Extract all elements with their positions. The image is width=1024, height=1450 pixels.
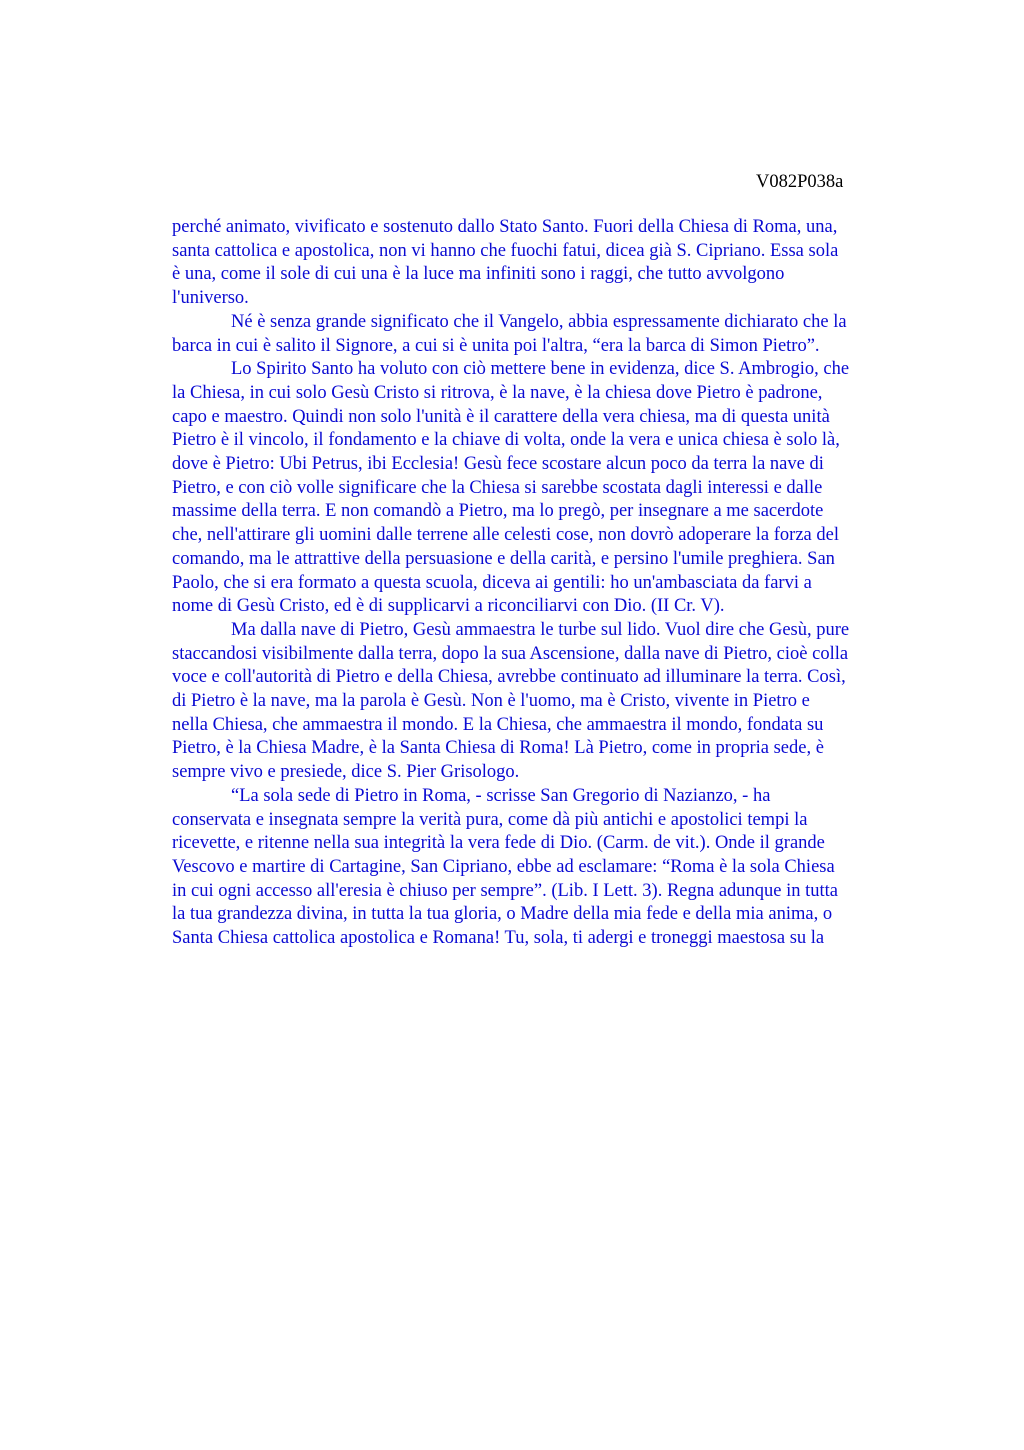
text-line: barca in cui è salito il Signore, a cui si è unita poi l'altra, “era la barca di Simon Pietro”. [172, 335, 820, 356]
text-line: nome di Gesù Cristo, ed è di supplicarvi a riconciliarvi con Dio. (II Cr. V). [172, 596, 725, 617]
text-line: è una, come il sole di cui una è la luce ma infiniti sono i raggi, che tutto avvolgono [172, 264, 785, 285]
text-line: capo e maestro. Quindi non solo l'unità è il carattere della vera chiesa, ma di questa unità [172, 406, 830, 427]
text-line: dove è Pietro: Ubi Petrus, ibi Ecclesia! Gesù fece scostare alcun poco da terra la nave di [172, 454, 824, 475]
paragraph-5 [172, 785, 942, 951]
body-text [172, 216, 942, 951]
text-line: nella Chiesa, che ammaestra il mondo. E la Chiesa, che ammaestra il mondo, fondata su [172, 714, 824, 735]
text-line: voce e coll'autorità di Pietro e della Chiesa, avrebbe continuato ad illuminare la terra. Così, [172, 667, 846, 688]
text-line: massime della terra. E non comandò a Pietro, ma lo pregò, per insegnare a me sacerdote [172, 501, 824, 522]
text-line: Vescovo e martire di Cartagine, San Cipriano, ebbe ad esclamare: “Roma è la sola Chiesa [172, 856, 835, 877]
text-line: la Chiesa, in cui solo Gesù Cristo si ritrova, è la nave, è la chiesa dove Pietro è padrone, [172, 382, 823, 403]
text-line: perché animato, vivificato e sostenuto dallo Stato Santo. Fuori della Chiesa di Roma, una, [172, 217, 838, 237]
text-line: ricevette, e ritenne nella sua integrità la vera fede di Dio. (Carm. de vit.). Onde il grande [172, 833, 825, 854]
paragraph-3 [172, 358, 942, 619]
text-line: che, nell'attirare gli uomini dalle terrene alle celesti cose, non dovrò adoperare la forza del [172, 525, 839, 546]
text-line: Pietro, è la Chiesa Madre, è la Santa Chiesa di Roma! Là Pietro, come in propria sede, è [172, 738, 824, 759]
text-line: Pietro è il vincolo, il fondamento e la chiave di volta, onde la vera e unica chiesa è solo là, [172, 430, 840, 451]
text-line: Paolo, che si era formato a questa scuola, diceva ai gentili: ho un'ambasciata da farvi a [172, 572, 812, 593]
page-identifier: V082P038a [756, 172, 844, 192]
paragraph-2 [172, 311, 942, 358]
text-line: “La sola sede di Pietro in Roma, - scrisse San Gregorio di Nazianzo, - ha [231, 785, 771, 806]
text-line: la tua grandezza divina, in tutta la tua gloria, o Madre della mia fede e della mia anima, o [172, 904, 833, 925]
text-line: Lo Spirito Santo ha voluto con ciò mettere bene in evidenza, dice S. Ambrogio, che [231, 359, 850, 380]
text-line: sempre vivo e presiede, dice S. Pier Grisologo. [172, 762, 520, 783]
text-line: conservata e insegnata sempre la verità pura, come dà più antichi e apostolici tempi la [172, 809, 808, 830]
text-line: comando, ma le attrattive della persuasione e della carità, e persino l'umile preghiera. San [172, 548, 835, 569]
text-line: Pietro, e con ciò volle significare che la Chiesa si sarebbe scostata dagli interessi e dalle [172, 477, 823, 498]
text-line: Ma dalla nave di Pietro, Gesù ammaestra le turbe sul lido. Vuol dire che Gesù, pure [231, 619, 850, 640]
text-line: santa cattolica e apostolica, non vi hanno che fuochi fatui, dicea già S. Cipriano. Essa sola [172, 240, 839, 261]
text-line: Santa Chiesa cattolica apostolica e Romana! Tu, sola, ti adergi e troneggi maestosa su la [172, 928, 825, 949]
text-line: di Pietro è la nave, ma la parola è Gesù. Non è l'uomo, ma è Cristo, vivente in Pietro e [172, 691, 810, 712]
text-line: staccandosi visibilmente dalla terra, dopo la sua Ascensione, dalla nave di Pietro, cioè colla [172, 643, 849, 664]
text-line: in cui ogni accesso all'eresia è chiuso per sempre”. (Lib. I Lett. 3). Regna adunque in tutta [172, 880, 839, 901]
paragraph-4 [172, 619, 942, 785]
text-line: Né è senza grande significato che il Vangelo, abbia espressamente dichiarato che la [231, 311, 847, 332]
paragraph-1 [172, 216, 942, 311]
text-line: l'universo. [172, 288, 249, 309]
